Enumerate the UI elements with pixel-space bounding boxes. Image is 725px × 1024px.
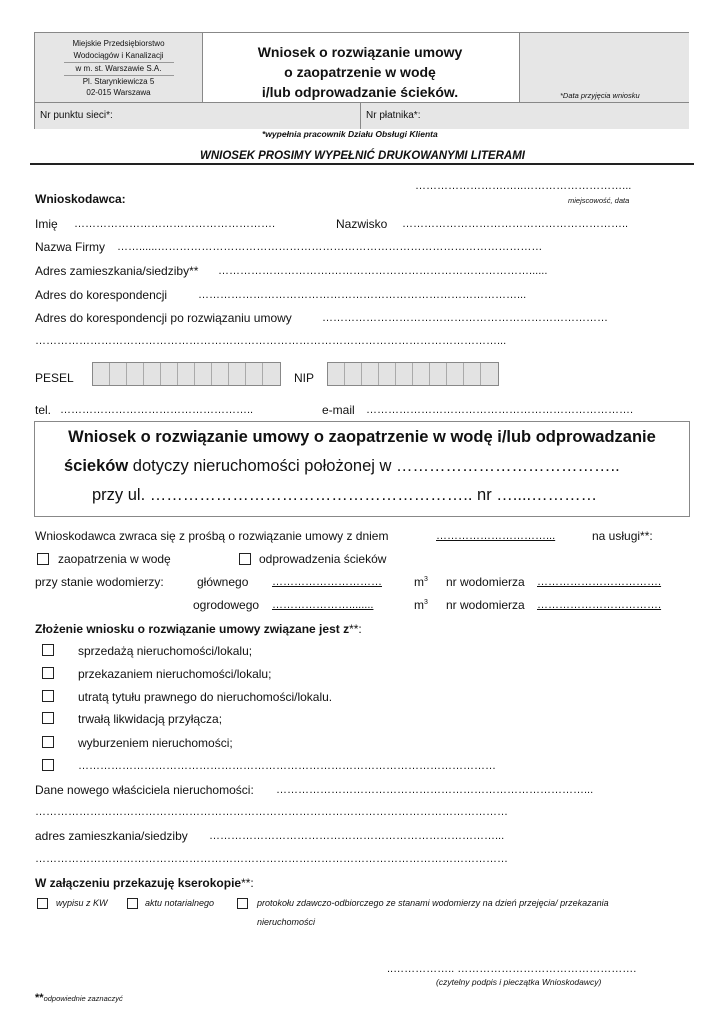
reason-transfer-label: przekazaniem nieruchomości/lokalu; xyxy=(78,667,272,681)
attach-protocol-label-cont: nieruchomości xyxy=(257,917,316,927)
reason-liquidation-label: trwałą likwidacją przyłącza; xyxy=(78,712,223,726)
reason-other-checkbox[interactable] xyxy=(42,759,54,771)
reason-sale-label: sprzedażą nieruchomości/lokalu; xyxy=(78,644,253,658)
reason-demolition-checkbox[interactable] xyxy=(42,736,54,748)
request-line-2-bold: ścieków xyxy=(64,457,129,475)
garden-meter-no-field[interactable]: ……………………………. xyxy=(537,599,662,611)
place-date-label: miejscowość, data xyxy=(568,196,630,205)
attach-notarial-label: aktu notarialnego xyxy=(145,898,215,908)
termination-date-field[interactable]: …………………………... xyxy=(436,530,556,542)
sewage-checkbox[interactable] xyxy=(239,553,251,565)
signature-label: (czytelny podpis i pieczątka Wnioskodawcy) xyxy=(436,977,602,987)
pesel-boxes[interactable] xyxy=(92,362,281,386)
sewage-label: odprowadzenia ścieków xyxy=(259,552,387,566)
attach-notarial-checkbox[interactable] xyxy=(127,898,138,909)
request-line-2-rest[interactable]: dotyczy nieruchomości położonej w ………………………………….. xyxy=(128,457,620,475)
form-title xyxy=(202,42,518,102)
email-field[interactable]: ………………………………………………………………. xyxy=(366,404,634,416)
address-field[interactable]: ………………………….………………………………………………...... xyxy=(218,265,548,277)
last-name-label: Nazwisko xyxy=(336,217,388,231)
company-label: Nazwa Firmy xyxy=(35,240,106,254)
correspondence-field[interactable]: ……………………………………………………………………………... xyxy=(198,289,527,301)
request-line-1: Wniosek o rozwiązanie umowy o zaopatrzenie w wodę i/lub odprowadzanie xyxy=(68,428,656,446)
nip-label: NIP xyxy=(294,371,315,385)
reasons-heading: Złożenie wniosku o rozwiązanie umowy związane jest z**: xyxy=(35,622,362,636)
instruction: WNIOSEK PROSIMY WYPEŁNIĆ DRUKOWANYMI LITERAMI xyxy=(200,150,525,162)
footnote-text: odpowiednie zaznaczyć xyxy=(43,994,123,1003)
new-owner-address-label: adres zamieszkania/siedziby xyxy=(35,829,188,843)
reason-transfer-checkbox[interactable] xyxy=(42,667,54,679)
email-label: e-mail xyxy=(322,403,355,417)
nip-boxes[interactable] xyxy=(327,362,499,386)
attachments-heading: W załączeniu przekazuję kserokopie**: xyxy=(35,876,254,890)
reason-title-loss-label: utratą tytułu prawnego do nieruchomości/lokalu. xyxy=(78,690,333,704)
last-name-field[interactable]: …………………………………………………….. xyxy=(402,218,629,230)
new-owner-line-4[interactable]: ………………………………………………………………………………………………………………… xyxy=(35,853,508,865)
reason-demolition-label: wyburzeniem nieruchomości; xyxy=(78,736,233,750)
applicant-heading: Wnioskodawca: xyxy=(35,192,126,206)
instruction-rule xyxy=(30,163,694,165)
org-line: Wodociągów i Kanalizacji xyxy=(73,50,164,60)
pesel-label: PESEL xyxy=(35,371,74,385)
services-label: na usługi**: xyxy=(592,529,653,543)
date-received-label: *Data przyjęcia wniosku xyxy=(560,91,640,100)
main-meter-no-label: nr wodomierza xyxy=(446,575,525,589)
water-supply-checkbox[interactable] xyxy=(37,553,49,565)
reason-sale-checkbox[interactable] xyxy=(42,644,54,656)
org-name xyxy=(35,38,202,99)
first-name-label: Imię xyxy=(35,217,58,231)
garden-meter-label: ogrodowego xyxy=(193,598,260,612)
company-field[interactable]: ……......…………………………………………………………………………………………… xyxy=(117,241,543,253)
network-point-label: Nr punktu sieci*: xyxy=(40,110,113,121)
main-meter-label: głównego xyxy=(197,575,249,589)
attach-kw-checkbox[interactable] xyxy=(37,898,48,909)
attach-protocol-checkbox[interactable] xyxy=(237,898,248,909)
reason-other-field[interactable]: …………………………………………………………………………………………………… xyxy=(78,760,496,772)
reason-title-loss-checkbox[interactable] xyxy=(42,690,54,702)
main-meter-field[interactable]: ………………………… xyxy=(272,576,382,588)
phone-field[interactable]: …………………………………………….. xyxy=(60,404,254,416)
main-meter-no-field[interactable]: ……………………………. xyxy=(537,576,662,588)
termination-intro: Wnioskodawca zwraca się z prośbą o rozwiązanie umowy z dniem xyxy=(35,529,389,543)
org-line: Miejskie Przedsiębiorstwo xyxy=(72,39,165,48)
footnote xyxy=(35,988,123,1006)
request-line-2 xyxy=(64,457,620,476)
place-date-field[interactable]: …………………….…..………………………... xyxy=(415,180,632,192)
correspondence-after-field[interactable]: …………………………………………………………………… xyxy=(322,312,608,324)
main-meter-unit: $m^3$ xyxy=(414,575,428,589)
new-owner-field[interactable]: …………………………………………………………………………... xyxy=(276,784,594,796)
form-title-line: Wniosek o rozwiązanie umowy xyxy=(257,44,463,60)
org-line-underlined: w m. st. Warszawie S.A. xyxy=(64,62,174,75)
attach-protocol-label: protokołu zdawczo-odbiorczego ze stanami wodomierzy na dzień przejęcia/ przekazania xyxy=(257,898,609,908)
staff-note: *wypełnia pracownik Działu Obsługi Klienta xyxy=(262,129,438,139)
garden-meter-field[interactable]: …………………........ xyxy=(272,599,374,611)
phone-label: tel. xyxy=(35,403,52,417)
meters-label: przy stanie wodomierzy: xyxy=(35,575,164,589)
form-title-line: o zaopatrzenie w wodę xyxy=(284,64,436,80)
garden-meter-unit: $m^3$ xyxy=(414,598,428,612)
correspondence-label: Adres do korespondencji xyxy=(35,288,168,302)
footnote-mark: ** xyxy=(35,992,44,1004)
form-title-line: i/lub odprowadzanie ścieków. xyxy=(261,84,459,100)
payer-no-label: Nr płatnika*: xyxy=(366,110,421,121)
correspondence-after-label: Adres do korespondencji po rozwiązaniu umowy xyxy=(35,311,292,325)
attach-kw-label: wypisu z KW xyxy=(56,898,108,908)
address-label: Adres zamieszkania/siedziby** xyxy=(35,264,199,278)
org-line: 02-015 Warszawa xyxy=(86,88,151,97)
garden-meter-no-label: nr wodomierza xyxy=(446,598,525,612)
request-line-3[interactable]: przy ul. ………………………………………………….. nr …....………… xyxy=(92,486,598,504)
signature-field[interactable]: ..…………….. …………………………………………. xyxy=(387,963,637,975)
first-name-field[interactable]: ………………………………………………. xyxy=(74,218,276,230)
new-owner-label: Dane nowego właściciela nieruchomości: xyxy=(35,783,254,797)
new-owner-address-field[interactable]: ……………………………………………………………………... xyxy=(209,830,505,842)
org-line: Pl. Starynkiewicza 5 xyxy=(64,75,174,88)
water-supply-label: zaopatrzenia w wodę xyxy=(58,552,171,566)
extra-line-field[interactable]: ………………………………………………………………………………………………………………... xyxy=(35,335,507,347)
new-owner-line-2[interactable]: ………………………………………………………………………………………………………………… xyxy=(35,806,508,818)
reason-liquidation-checkbox[interactable] xyxy=(42,712,54,724)
